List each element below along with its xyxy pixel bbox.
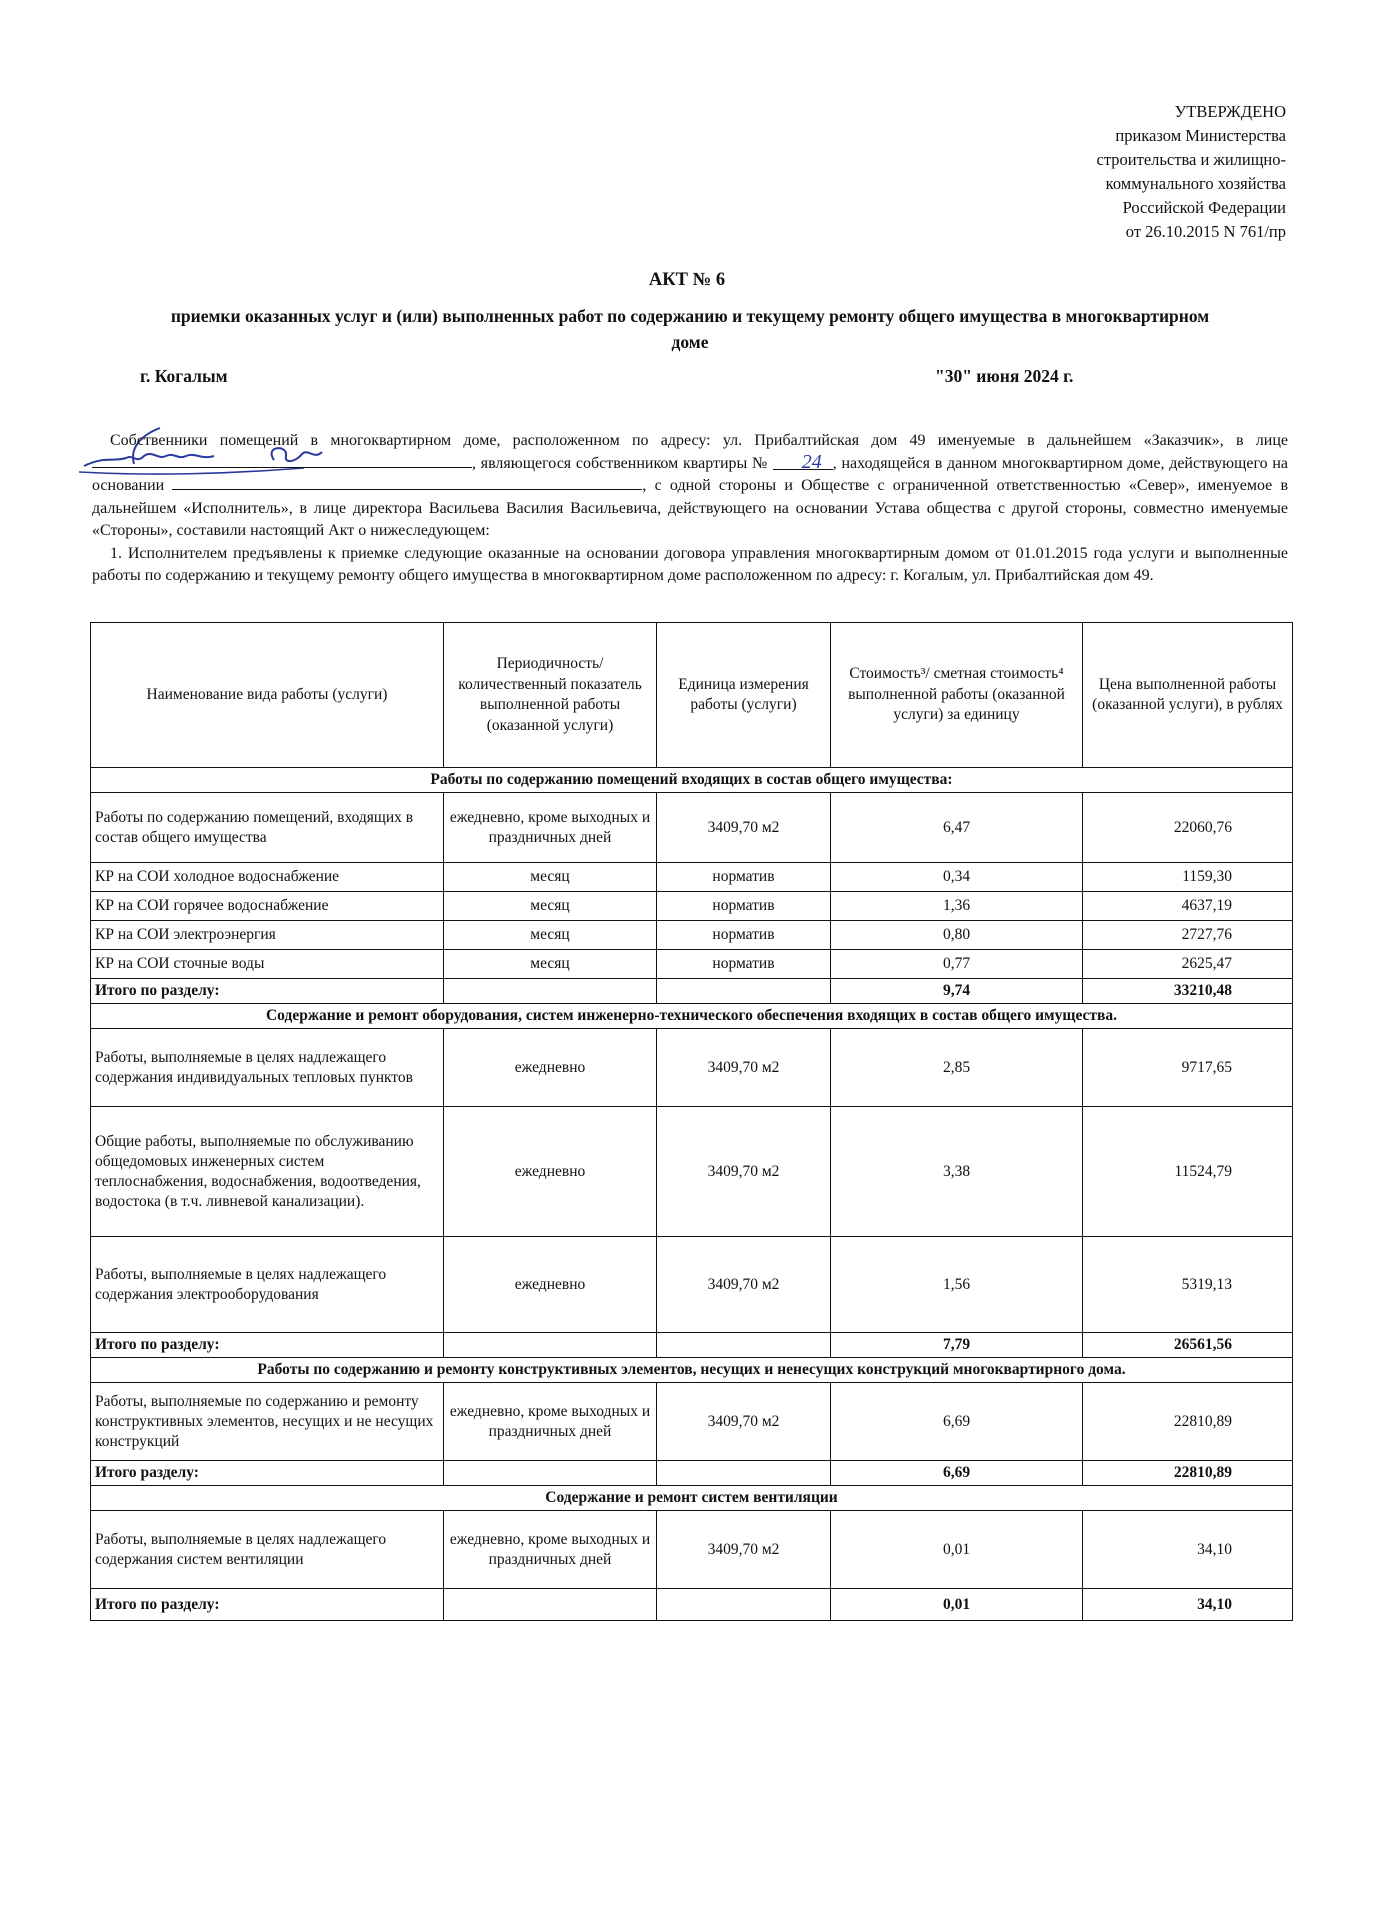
section-total-row [91, 1589, 1293, 1621]
apartment-number: 24 [773, 455, 833, 470]
work-cost: 0,01 [831, 1511, 1083, 1589]
table-row [91, 1029, 1293, 1107]
act-date: "30" июня 2024 г. [935, 366, 1074, 386]
table-row [91, 863, 1293, 892]
header-name: Наименование вида работы (услуги) [91, 623, 444, 768]
act-city: г. Когалым [140, 366, 228, 386]
table-row [91, 1107, 1293, 1237]
total-empty [657, 1461, 831, 1486]
section-total-row [91, 979, 1293, 1004]
work-period: ежедневно, кроме выходных и праздничных дней [444, 793, 657, 863]
work-name: КР на СОИ электроэнергия [91, 921, 444, 950]
work-period: ежедневно, кроме выходных и праздничных дней [444, 1511, 657, 1589]
work-price: 2625,47 [1083, 950, 1293, 979]
work-name: Работы, выполняемые в целях надлежащего содержания электрооборудования [91, 1237, 444, 1333]
table-row [91, 1511, 1293, 1589]
work-unit: 3409,70 м2 [657, 1029, 831, 1107]
work-period: ежедневно [444, 1029, 657, 1107]
work-unit: норматив [657, 863, 831, 892]
total-empty [657, 1333, 831, 1358]
act-title: АКТ № 6 [648, 270, 726, 290]
table-row [91, 921, 1293, 950]
section-row [91, 1486, 1293, 1511]
approved-line: строительства и жилищно- [1096, 150, 1286, 169]
work-name: Работы по содержанию помещений, входящих в состав общего имущества [91, 793, 444, 863]
representative-blank [92, 453, 472, 468]
total-label: Итого по разделу: [91, 979, 444, 1004]
work-price: 22060,76 [1083, 793, 1293, 863]
header-periodicity: Периодичность/ количественный показатель выполненной работы (оказанной услуги) [444, 623, 657, 768]
work-name: Работы, выполняемые по содержанию и ремонту конструктивных элементов, несущих и не несущих конструкций [91, 1383, 444, 1461]
section-total-row [91, 1333, 1293, 1358]
work-price: 4637,19 [1083, 892, 1293, 921]
work-name: КР на СОИ сточные воды [91, 950, 444, 979]
approved-line: УТВЕРЖДЕНО [1174, 102, 1286, 121]
approved-line: от 26.10.2015 N 761/пр [1125, 222, 1286, 241]
work-price: 11524,79 [1083, 1107, 1293, 1237]
total-label: Итого по разделу: [91, 1589, 444, 1621]
approved-line: приказом Министерства [1115, 126, 1286, 145]
approved-line: коммунального хозяйства [1105, 174, 1286, 193]
work-unit: норматив [657, 921, 831, 950]
section-row [91, 1358, 1293, 1383]
work-price: 1159,30 [1083, 863, 1293, 892]
work-cost: 3,38 [831, 1107, 1083, 1237]
work-unit: 3409,70 м2 [657, 1511, 831, 1589]
total-cost: 6,69 [831, 1461, 1083, 1486]
work-cost: 0,77 [831, 950, 1083, 979]
work-price: 9717,65 [1083, 1029, 1293, 1107]
total-empty [657, 979, 831, 1004]
table-row [91, 892, 1293, 921]
work-cost: 1,36 [831, 892, 1083, 921]
work-cost: 1,56 [831, 1237, 1083, 1333]
act-subtitle: приемки оказанных услуг и (или) выполненных работ по содержанию и текущему ремонту общего имущества в многоквартирном доме [170, 306, 1210, 352]
total-price: 26561,56 [1083, 1333, 1293, 1358]
work-name: Общие работы, выполняемые по обслуживанию общедомовых инженерных систем теплоснабжения, водоснабжения, водоотведения, водостока (в т.ч. ливневой канализации). [91, 1107, 444, 1237]
total-price: 33210,48 [1083, 979, 1293, 1004]
intro-text-1b: , являющегося собственником квартиры № [472, 454, 768, 472]
approved-line: Российской Федерации [1122, 198, 1286, 217]
intro-paragraph-2: 1. Исполнителем предъявлены к приемке следующие оказанные на основании договора управления многоквартирным домом от 01.01.2015 года услуги и выполненные работы по содержанию и текущему ремонту общего имущества в многоквартирном доме расположенном по адресу: г. Когалым, ул. Прибалтийская дом 49. [92, 544, 1288, 584]
section-title: Содержание и ремонт систем вентиляции [91, 1486, 1293, 1511]
total-cost: 7,79 [831, 1333, 1083, 1358]
work-cost: 6,69 [831, 1383, 1083, 1461]
total-cost: 0,01 [831, 1589, 1083, 1621]
total-empty [444, 1461, 657, 1486]
work-name: Работы, выполняемые в целях надлежащего содержания индивидуальных тепловых пунктов [91, 1029, 444, 1107]
header-price: Цена выполненной работы (оказанной услуги), в рублях [1083, 623, 1293, 768]
approval-stamp-text [1097, 100, 1286, 244]
intro-text-1a: Собственники помещений в многоквартирном доме, расположенном по адресу: ул. Прибалтийская дом 49 именуемые в дальнейшем «Заказчик», в лице [110, 432, 1288, 449]
work-period: ежедневно [444, 1237, 657, 1333]
act-intro [92, 430, 1288, 588]
table-row [91, 793, 1293, 863]
total-price: 34,10 [1083, 1589, 1293, 1621]
work-unit: норматив [657, 950, 831, 979]
total-empty [657, 1589, 831, 1621]
work-period: месяц [444, 921, 657, 950]
section-title: Работы по содержанию помещений входящих в состав общего имущества: [91, 768, 1293, 793]
table-row [91, 950, 1293, 979]
total-cost: 9,74 [831, 979, 1083, 1004]
work-period: месяц [444, 892, 657, 921]
work-price: 2727,76 [1083, 921, 1293, 950]
total-label: Итого разделу: [91, 1461, 444, 1486]
table-row [91, 1237, 1293, 1333]
intro-paragraph-1 [92, 430, 1288, 543]
work-cost: 2,85 [831, 1029, 1083, 1107]
header-unit: Единица измерения работы (услуги) [657, 623, 831, 768]
work-name: Работы, выполняемые в целях надлежащего содержания систем вентиляции [91, 1511, 444, 1589]
work-unit: 3409,70 м2 [657, 793, 831, 863]
work-unit: 3409,70 м2 [657, 1107, 831, 1237]
work-period: месяц [444, 863, 657, 892]
table-header-row [91, 623, 1293, 768]
work-cost: 6,47 [831, 793, 1083, 863]
total-empty [444, 1589, 657, 1621]
work-unit: 3409,70 м2 [657, 1383, 831, 1461]
section-total-row [91, 1461, 1293, 1486]
work-period: месяц [444, 950, 657, 979]
work-name: КР на СОИ горячее водоснабжение [91, 892, 444, 921]
basis-blank [172, 475, 642, 490]
work-unit: норматив [657, 892, 831, 921]
work-period: ежедневно, кроме выходных и праздничных дней [444, 1383, 657, 1461]
total-price: 22810,89 [1083, 1461, 1293, 1486]
work-price: 34,10 [1083, 1511, 1293, 1589]
intro-text-1d: , с одной стороны и Обществе с ограниченной ответственностью «Север», именуемое в дальнейшем «Исполнитель», в лице директора Васильева Василия Васильевича, действующего на основании Устава общества с другой стороны, совместно именуемые «Стороны», составили настоящий Акт о нижеследующем: [92, 477, 1288, 539]
work-price: 5319,13 [1083, 1237, 1293, 1333]
section-title: Содержание и ремонт оборудования, систем инженерно-технического обеспечения входящих в состав общего имущества. [91, 1004, 1293, 1029]
total-empty [444, 979, 657, 1004]
section-row [91, 1004, 1293, 1029]
work-name: КР на СОИ холодное водоснабжение [91, 863, 444, 892]
table-row [91, 1383, 1293, 1461]
header-unit-cost: Стоимость³/ сметная стоимость⁴ выполненной работы (оказанной услуги) за единицу [831, 623, 1083, 768]
work-cost: 0,34 [831, 863, 1083, 892]
intro-text-1c: , находящейся в данном многоквартирном доме, действующего на основании [92, 454, 1289, 494]
works-table [90, 622, 1293, 1621]
work-cost: 0,80 [831, 921, 1083, 950]
work-price: 22810,89 [1083, 1383, 1293, 1461]
work-unit: 3409,70 м2 [657, 1237, 831, 1333]
total-label: Итого по разделу: [91, 1333, 444, 1358]
section-title: Работы по содержанию и ремонту конструктивных элементов, несущих и ненесущих конструкций многоквартирного дома. [91, 1358, 1293, 1383]
work-period: ежедневно [444, 1107, 657, 1237]
section-row [91, 768, 1293, 793]
total-empty [444, 1333, 657, 1358]
